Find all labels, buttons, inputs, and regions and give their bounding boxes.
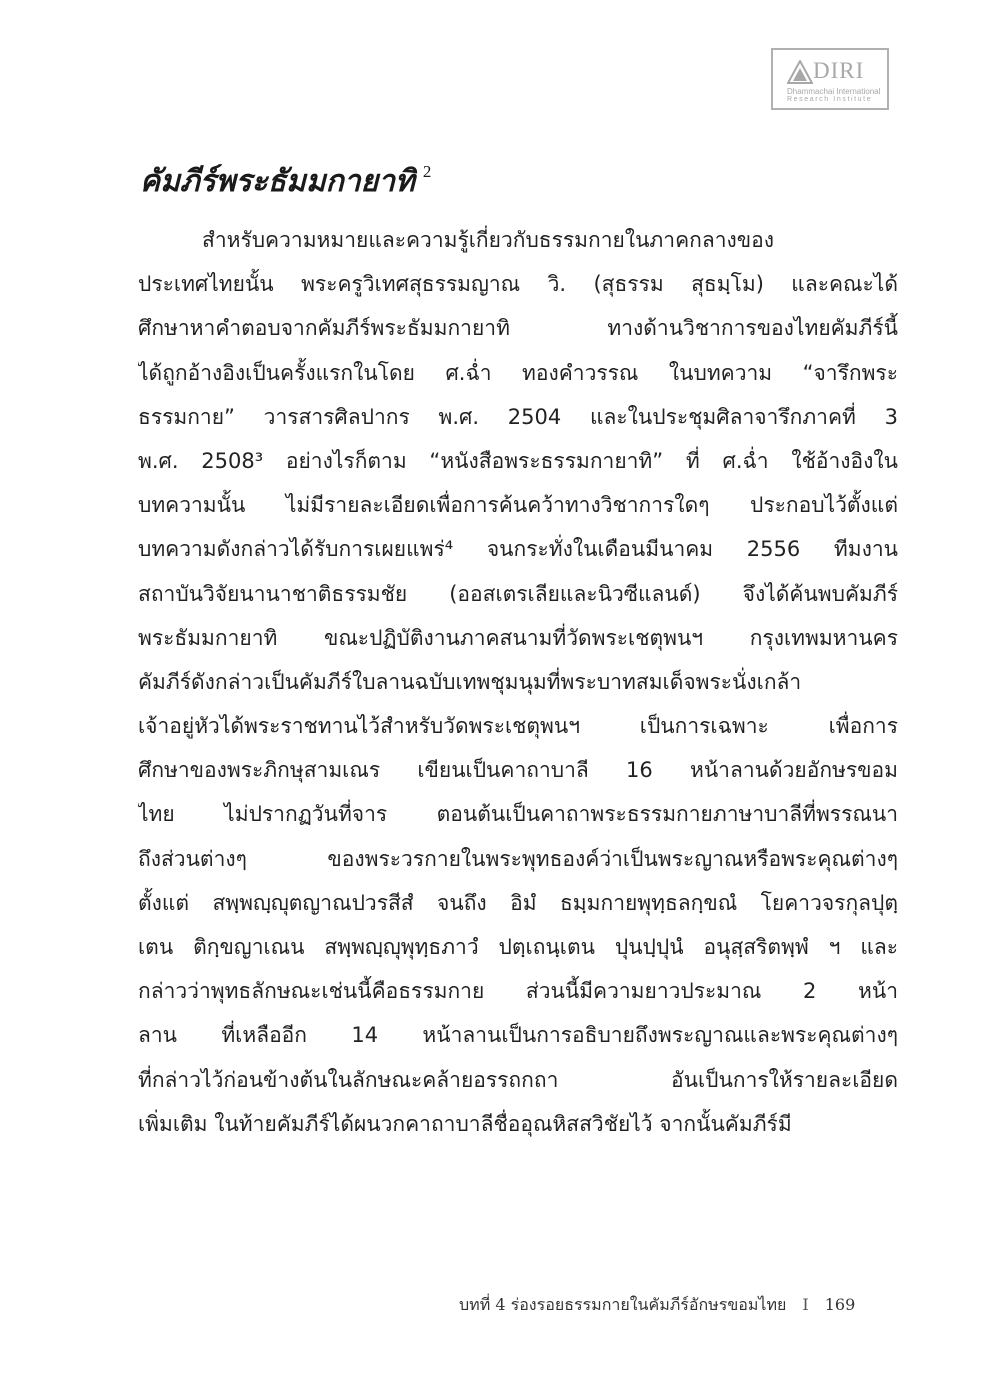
paragraph-line: ศึกษาหาคำตอบจากคัมภีร์พระธัมมกายาทิ ทางด้านวิชาการของไทยคัมภีร์นี้ xyxy=(138,316,898,341)
paragraph-line: กล่าวว่าพุทธลักษณะเช่นนี้คือธรรมกาย ส่วนนี้มีความยาวประมาณ 2 หน้า xyxy=(138,979,898,1004)
logo-subtitle-line2: Research Institute xyxy=(787,96,873,103)
paragraph-line: ไทย ไม่ปรากฏวันที่จาร ตอนต้นเป็นคาถาพระธรรมกายภาษาบาลีที่พรรณนา xyxy=(138,802,898,827)
paragraph-line: สถาบันวิจัยนานาชาติธรรมชัย (ออสเตรเลียและนิวซีแลนด์) จึงได้ค้นพบคัมภีร์ xyxy=(138,581,898,606)
paragraph-line: เตน ติกฺขญาเณน สพฺพญฺญุพุทฺธภาวํ ปตฺเถนฺเตน ปุนปฺปุนํ อนุสฺสริตพฺพํ ฯ และ xyxy=(138,935,898,959)
footer-separator: I xyxy=(802,1295,809,1314)
paragraph-line: ถึงส่วนต่างๆ ของพระวรกายในพระพุทธองค์ว่าเป็นพระญาณหรือพระคุณต่างๆ xyxy=(138,846,898,871)
paragraph-line: พ.ศ. 2508³ อย่างไรก็ตาม “หนังสือพระธรรมกายาทิ” ที่ ศ.ฉ่ำ ใช้อ้างอิงใน xyxy=(138,448,898,473)
paragraph-line: คัมภีร์ดังกล่าวเป็นคัมภีร์ใบลานฉบับเทพชุมนุมที่พระบาทสมเด็จพระนั่งเกล้า xyxy=(138,669,802,694)
chapter-title: บทที่ 4 ร่องรอยธรรมกายในคัมภีร์อักษรขอมไทย xyxy=(459,1295,787,1314)
paragraph-line: ที่กล่าวไว้ก่อนข้างต้นในลักษณะคล้ายอรรถกถา อันเป็นการให้รายละเอียด xyxy=(138,1067,898,1092)
paragraph-line: พระธัมมกายาทิ ขณะปฏิบัติงานภาคสนามที่วัดพระเชตุพนฯ กรุงเทพมหานคร xyxy=(138,625,898,650)
section-heading xyxy=(140,158,431,205)
paragraph-line: ลาน ที่เหลืออีก 14 หน้าลานเป็นการอธิบายถึงพระญาณและพระคุณต่างๆ xyxy=(138,1023,898,1048)
paragraph-line: ได้ถูกอ้างอิงเป็นครั้งแรกในโดย ศ.ฉ่ำ ทองคำวรรณ ในบทความ “จารึกพระ xyxy=(138,360,898,385)
paragraph-line: เจ้าอยู่หัวได้พระราชทานไว้สำหรับวัดพระเชตุพนฯ เป็นการเฉพาะ เพื่อการ xyxy=(138,714,898,739)
paragraph-line: ศึกษาของพระภิกษุสามเณร เขียนเป็นคาถาบาลี 16 หน้าลานด้วยอักษรขอม xyxy=(138,758,898,783)
paragraph-line: สำหรับความหมายและความรู้เกี่ยวกับธรรมกายในภาคกลางของ xyxy=(202,228,774,252)
logo-subtitle-line1: Dhammachai International xyxy=(787,87,881,96)
paragraph-line: ธรรมกาย” วารสารศิลปากร พ.ศ. 2504 และในประชุมศิลาจารึกภาคที่ 3 xyxy=(138,404,898,429)
triangle-logo-icon xyxy=(787,60,813,84)
footnote-ref-2: 2 xyxy=(422,162,432,181)
section-title: คัมภีร์พระธัมมกายาทิ xyxy=(140,164,415,199)
paragraph-line: บทความนั้น ไม่มีรายละเอียดเพื่อการค้นคว้าทางวิชาการใดๆ ประกอบไว้ตั้งแต่ xyxy=(138,493,898,518)
body-paragraph xyxy=(138,218,898,1146)
paragraph-line: เพิ่มเติม ในท้ายคัมภีร์ได้ผนวกคาถาบาลีชื่ออุณหิสสวิชัยไว้ จากนั้นคัมภีร์มี xyxy=(138,1111,792,1136)
diri-logo xyxy=(771,48,889,110)
paragraph-line: บทความดังกล่าวได้รับการเผยแพร่⁴ จนกระทั่งในเดือนมีนาคม 2556 ทีมงาน xyxy=(138,537,898,562)
logo-name: DIRI xyxy=(813,58,865,83)
paragraph-line: ประเทศไทยนั้น พระครูวิเทศสุธรรมญาณ วิ. (สุธรรม สุธมฺโม) และคณะได้ xyxy=(138,272,898,297)
page-footer xyxy=(459,1293,855,1318)
page-number: 169 xyxy=(824,1295,856,1314)
paragraph-line: ตั้งแต่ สพฺพญฺญุตญาณปวรสีสํ จนถึง อิมํ ธมฺมกายพุทฺธลกฺขณํ โยคาวจรกุลปุตฺ xyxy=(138,890,898,915)
